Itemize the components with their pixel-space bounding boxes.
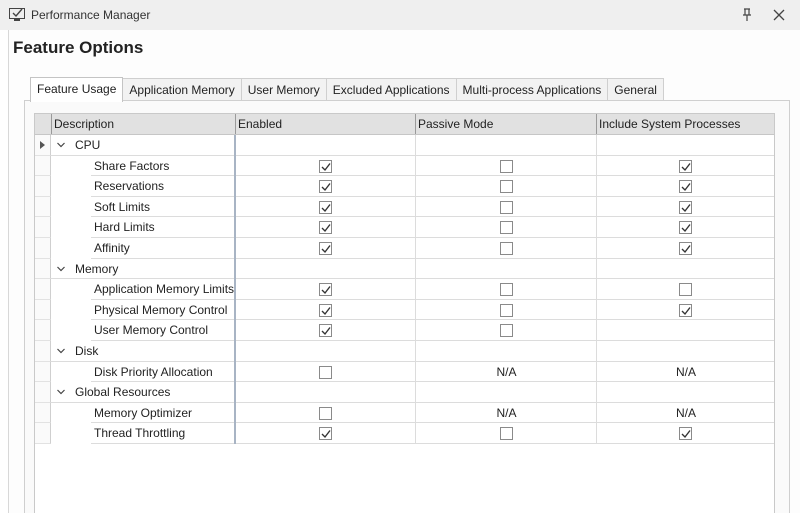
checkmark-icon [321,306,331,316]
column-header-include-system-processes[interactable]: Include System Processes [596,114,774,134]
enabled-cell [235,403,415,424]
row-indicator[interactable] [35,403,51,424]
column-header-description[interactable]: Description [51,114,234,134]
passive-value: N/A [496,364,517,379]
chevron-down-icon[interactable] [56,387,66,397]
checkmark-icon [321,203,331,213]
passive-cell [415,197,596,218]
monitor-check-icon [9,8,25,22]
enabled-cell [235,197,415,218]
checkmark-icon [681,162,691,172]
enabled-cell [235,217,415,238]
feature-label: Reservations [94,179,165,194]
feature-label: Memory Optimizer [94,405,193,420]
checkmark-icon [681,306,691,316]
system-cell [596,403,774,424]
enabled-cell [235,362,415,383]
table-row [35,238,774,259]
passive-cell [415,300,596,321]
checkmark-icon [321,244,331,254]
row-indicator[interactable] [35,300,51,321]
row-indicator[interactable] [35,382,51,403]
feature-grid [34,113,775,513]
system-value: N/A [676,364,697,379]
passive-value: N/A [496,405,517,420]
passive-checkbox[interactable] [500,180,513,193]
empty-cell [235,135,415,156]
table-row [35,362,774,383]
chevron-down-icon[interactable] [56,140,66,150]
row-indicator[interactable] [35,135,51,156]
passive-cell [415,423,596,444]
system-cell [596,176,774,197]
passive-checkbox[interactable] [500,427,513,440]
pin-icon[interactable] [741,8,753,22]
title-bar [0,0,800,30]
empty-cell [596,135,774,156]
window-title: Performance Manager [31,8,151,22]
enabled-checkbox[interactable] [319,427,332,440]
empty-cell [235,341,415,362]
chevron-down-icon[interactable] [56,264,66,274]
tab-general[interactable]: General [607,78,664,101]
feature-label: Soft Limits [94,199,151,214]
checkmark-icon [321,285,331,295]
row-indicator[interactable] [35,176,51,197]
empty-cell [415,259,596,280]
system-cell [596,197,774,218]
passive-cell [415,362,596,383]
empty-cell [596,382,774,403]
enabled-checkbox[interactable] [319,160,332,173]
checkmark-icon [681,244,691,254]
system-checkbox[interactable] [679,180,692,193]
system-checkbox[interactable] [679,304,692,317]
empty-cell [415,341,596,362]
checkmark-icon [681,182,691,192]
checkmark-icon [321,326,331,336]
feature-label: Disk Priority Allocation [94,364,213,379]
empty-cell [596,259,774,280]
passive-checkbox[interactable] [500,221,513,234]
checkmark-icon [681,203,691,213]
enabled-cell [235,176,415,197]
system-cell [596,320,774,341]
table-row [35,217,774,238]
system-cell [596,156,774,177]
enabled-cell [235,300,415,321]
row-indicator[interactable] [35,320,51,341]
checkmark-icon [321,162,331,172]
enabled-cell [235,156,415,177]
passive-checkbox[interactable] [500,242,513,255]
grid-header [35,114,774,135]
checkmark-icon [321,182,331,192]
system-cell [596,300,774,321]
category-label: CPU [75,138,101,152]
passive-cell [415,238,596,259]
system-cell [596,362,774,383]
row-indicator[interactable] [35,217,51,238]
system-cell [596,238,774,259]
empty-cell [415,135,596,156]
passive-cell [415,156,596,177]
tab-user-memory[interactable]: User Memory [241,78,327,101]
table-row [35,279,774,300]
passive-checkbox[interactable] [500,160,513,173]
table-row [35,403,774,424]
description-column-divider [234,135,236,444]
passive-cell [415,176,596,197]
feature-label: Thread Throttling [94,426,186,441]
feature-label: Hard Limits [94,220,155,235]
current-row-arrow-icon [40,141,45,149]
feature-label: Physical Memory Control [94,302,228,317]
page-title: Feature Options [13,38,144,57]
category-row [35,135,774,156]
enabled-cell [235,279,415,300]
category-label: Global Resources [75,385,171,400]
passive-checkbox[interactable] [500,283,513,296]
category-label: Disk [75,344,99,358]
enabled-checkbox[interactable] [319,407,332,420]
feature-label: Share Factors [94,158,170,173]
tab-multi-process-applications[interactable]: Multi-process Applications [456,78,609,101]
category-label: Memory [75,261,119,276]
table-row [35,197,774,218]
passive-cell [415,279,596,300]
tab-bar [30,77,663,101]
enabled-checkbox[interactable] [319,366,332,379]
passive-cell [415,217,596,238]
system-checkbox[interactable] [679,221,692,234]
empty-cell [235,259,415,280]
row-indicator[interactable] [35,259,51,280]
table-row [35,423,774,444]
system-cell [596,217,774,238]
checkmark-icon [681,223,691,233]
feature-label: Affinity [94,241,130,255]
table-row [35,320,774,341]
row-indicator[interactable] [35,238,51,259]
enabled-checkbox[interactable] [319,180,332,193]
feature-label: User Memory Control [94,323,209,338]
table-row [35,156,774,177]
feature-label: Application Memory Limits [94,282,235,297]
empty-cell [415,382,596,403]
passive-cell [415,403,596,424]
enabled-checkbox[interactable] [319,242,332,255]
row-indicator[interactable] [35,279,51,300]
enabled-cell [235,320,415,341]
close-icon[interactable] [773,9,785,21]
empty-cell [235,382,415,403]
passive-cell [415,320,596,341]
tab-excluded-applications[interactable]: Excluded Applications [326,78,457,101]
row-indicator[interactable] [35,197,51,218]
system-checkbox[interactable] [679,427,692,440]
table-row [35,176,774,197]
checkmark-icon [321,223,331,233]
enabled-checkbox[interactable] [319,201,332,214]
tab-application-memory[interactable]: Application Memory [122,78,241,101]
checkmark-icon [681,429,691,439]
system-checkbox[interactable] [679,283,692,296]
category-row [35,259,774,280]
enabled-checkbox[interactable] [319,283,332,296]
enabled-cell [235,423,415,444]
enabled-checkbox[interactable] [319,324,332,337]
system-checkbox[interactable] [679,242,692,255]
row-indicator[interactable] [35,423,51,444]
category-row [35,382,774,403]
chevron-down-icon[interactable] [56,346,66,356]
row-indicator[interactable] [35,341,51,362]
row-indicator[interactable] [35,362,51,383]
enabled-cell [235,238,415,259]
empty-cell [596,341,774,362]
system-cell [596,279,774,300]
tab-feature-usage[interactable]: Feature Usage [30,77,123,102]
enabled-checkbox[interactable] [319,304,332,317]
column-header-passive-mode[interactable]: Passive Mode [415,114,595,134]
checkmark-icon [321,429,331,439]
row-indicator[interactable] [35,156,51,177]
system-cell [596,423,774,444]
passive-checkbox[interactable] [500,304,513,317]
system-value: N/A [676,405,697,420]
category-row [35,341,774,362]
enabled-checkbox[interactable] [319,221,332,234]
table-row [35,300,774,321]
system-checkbox[interactable] [679,160,692,173]
passive-checkbox[interactable] [500,201,513,214]
system-checkbox[interactable] [679,201,692,214]
column-header-enabled[interactable]: Enabled [235,114,415,134]
passive-checkbox[interactable] [500,324,513,337]
